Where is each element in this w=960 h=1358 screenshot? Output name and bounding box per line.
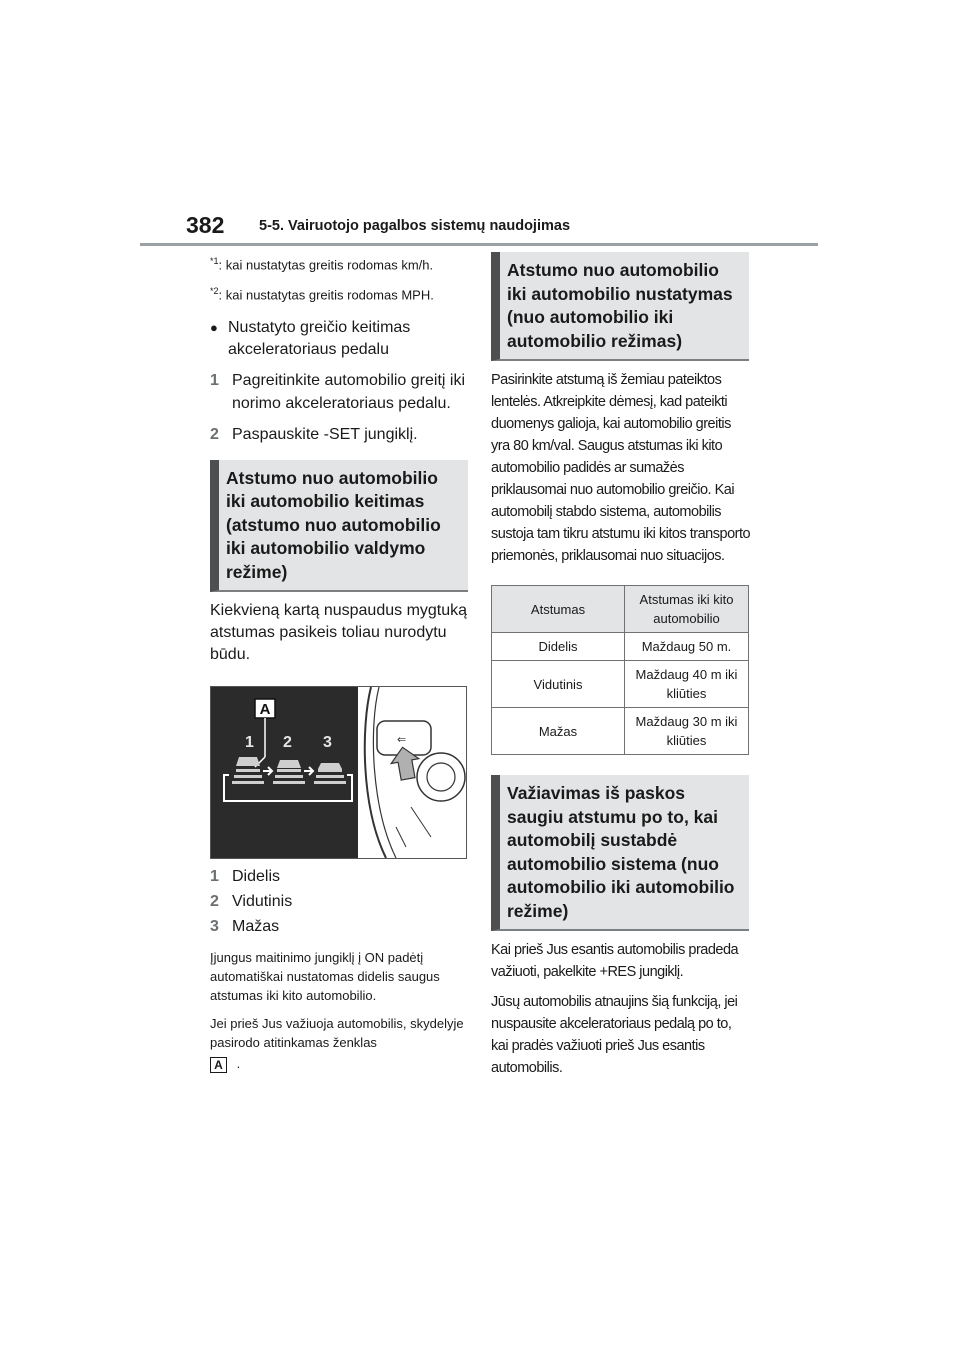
right-column — [491, 252, 751, 1079]
panel-lines — [396, 807, 431, 847]
table-header-row — [492, 586, 749, 633]
table-cell: Vidutinis — [492, 661, 625, 708]
note-preceding-vehicle: Jei prieš Jus važiuoja automobilis, skydelyje pasirodo atitinkamas ženklas — [210, 1016, 464, 1051]
distance-switch-figure — [210, 686, 467, 859]
header-title: 5-5. Vairuotojo pagalbos sistemų naudojimas — [259, 218, 571, 234]
step-2: 2 Paspauskite -SET jungiklį. — [210, 425, 418, 443]
table-row — [492, 708, 749, 755]
table-cell: Didelis — [492, 633, 625, 661]
note-power-switch: Įjungus maitinimo jungiklį į ON padėtį automatiškai nustatomas didelis saugus atstumas iki kito automobilio. — [210, 950, 440, 1004]
footnote-2: $^{*2}$: kai nustatytas greitis rodomas MPH. — [210, 286, 434, 303]
follow-after-stop-text-1: Kai prieš Jus esantis automobilis pradeda važiuoti, pakelkite +RES jungiklį. — [491, 942, 739, 980]
section-heading-follow-after-stop: Važiavimas iš paskos saugiu atstumu po to, kai automobilį sustabdė automobilio sistema (nuo automobilio iki automobilio režime) — [491, 775, 749, 931]
distance-setting-text: Pasirinkite atstumą iš žemiau pateiktos lentelės. Atkreipkite dėmesį, kad pateikti duomenys galioja, kai automobilio greitis yra 80 km/val. Saugus atstumas iki kito automobilio padidės ar sumažės priklausomai nuo automobilio greičio. Kai automobilį stabdo sistema, automobilis sustoja tam tikru atstumu iki kitos transporto priemonės, priklausomai nuo situacijos. — [491, 372, 751, 564]
distance-symbol-icon: ⇐ — [397, 733, 407, 747]
figure-illustration — [211, 687, 466, 858]
note-mark-line: A . — [210, 1056, 470, 1073]
intro-text: Kiekvieną kartą nuspaudus mygtuką atstumas pasikeis toliau nurodytu būdu. — [210, 602, 468, 664]
step-1: 1 Pagreitinkite automobilio greitį iki norimo akceleratoriaus pedalu. — [210, 371, 465, 412]
legend-2: 2 Vidutinis — [210, 893, 293, 911]
table-row — [492, 661, 749, 708]
table-row — [492, 633, 749, 661]
display-panel — [211, 687, 358, 858]
label-a: A — [259, 701, 271, 719]
figure-number-3: 3 — [323, 734, 332, 752]
distance-table — [491, 585, 749, 755]
footnote-1: $^{*1}$: kai nustatytas greitis rodomas km/h. — [210, 256, 434, 273]
figure-number-2: 2 — [283, 734, 292, 752]
section-heading-distance-change: Atstumo nuo automobilio iki automobilio keitimas (atstumo nuo automobilio iki automobilio valdymo režime) — [210, 460, 468, 593]
section-heading-distance-setting: Atstumo nuo automobilio iki automobilio nustatymas (nuo automobilio iki automobilio režimas) — [491, 252, 749, 361]
label-a-inline: A — [210, 1057, 227, 1073]
table-header: Atstumas — [492, 586, 625, 633]
steering-wheel-rim — [365, 687, 386, 858]
table-cell: Maždaug 40 m iki kliūties — [625, 661, 749, 708]
dial-inner — [427, 763, 455, 791]
header-rule — [140, 243, 818, 246]
table-cell: Maždaug 50 m. — [625, 633, 749, 661]
table-cell: Maždaug 30 m iki kliūties — [625, 708, 749, 755]
follow-after-stop-text-2: Jūsų automobilis atnaujins šią funkciją, jei nuspausite akceleratoriaus pedalą po to, kai pradės važiuoti prieš Jus esantis automobilis. — [491, 994, 738, 1076]
table-cell: Mažas — [492, 708, 625, 755]
table-header: Atstumas iki kito automobilio — [625, 586, 749, 633]
bullet-item: ● Nustatyto greičio keitimas akceleratoriaus pedalu — [210, 317, 470, 361]
legend-3: 3 Mažas — [210, 918, 280, 936]
legend-1: 1 Didelis — [210, 868, 281, 886]
bullet-dot-icon: ● — [210, 319, 218, 335]
figure-number-1: 1 — [245, 734, 254, 752]
left-column — [210, 252, 470, 1073]
page-number: 382 — [186, 212, 225, 238]
